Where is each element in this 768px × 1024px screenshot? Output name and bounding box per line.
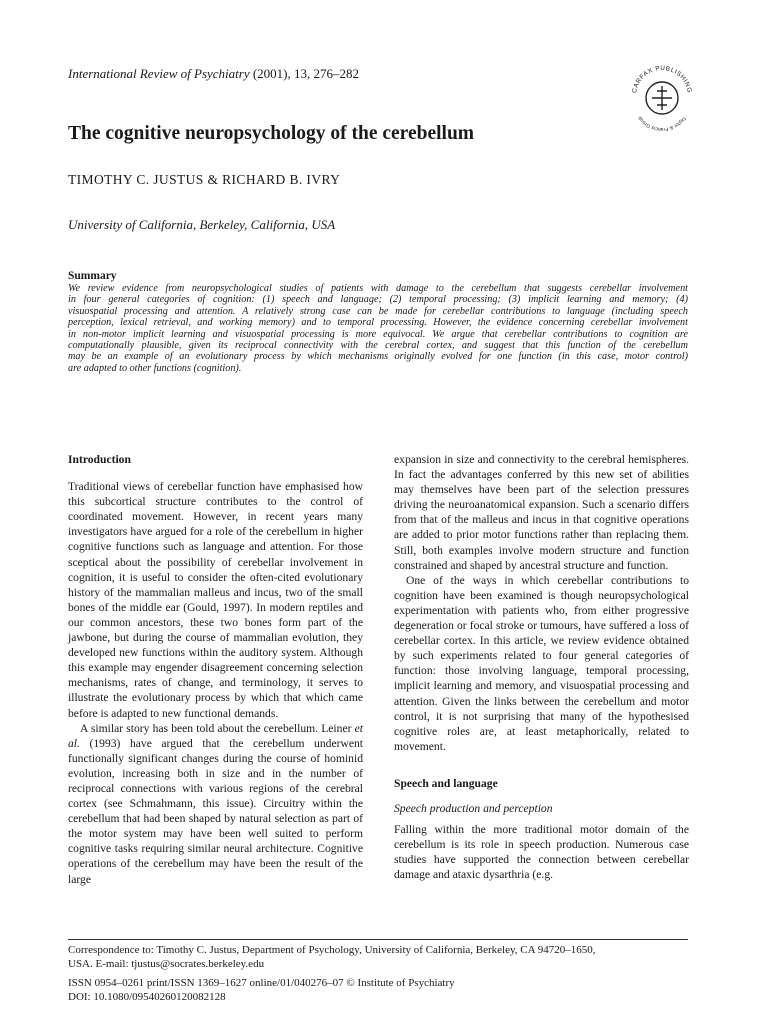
summary-text xyxy=(68,283,688,374)
doi-line: DOI: 10.1080/09540260120082128 xyxy=(68,990,226,1003)
summary-heading: Summary xyxy=(68,270,117,282)
body-paragraph: expansion in size and connectivity to the cerebral hemispheres. In fact the advantages conferred by this new set of abilities may themselves have been part of the selection pressures driving the neuroanatomical expansion. Such a scenario differs from that of the malleus and incus in that cognitive operations are added to prior motor functions rather than replacing them. Still, both examples involve modern structure and function constrained and shaped by ancestral structure and function. xyxy=(394,453,689,572)
summary-block xyxy=(68,270,688,374)
journal-citation xyxy=(68,66,359,82)
footer-divider xyxy=(68,939,688,940)
section-heading-speech-and-language: Speech and language xyxy=(394,776,498,790)
body-paragraph: A similar story has been told about the cerebellum. Leiner et al. (1993) have argued that the cerebellum underwent functionally significant changes during the course of hominid evolution, increasing both in size and in the number of reciprocal connections with various regions of the cerebral cortex (see Schmahmann, this issue). Circuitry within the cerebellum that had been shaped by natural selection as part of the motor system may have been well suited to perform cognitive tasks requiring similar neural architecture. Cognitive operations of the cerebellum may have been the result of the large xyxy=(68,721,363,886)
body-paragraph: Traditional views of cerebellar function have emphasised how this subcortical structure contributes to the control of coordinated movement. However, in recent years many investigators have argued for a role of the cerebellum in higher cognitive functions such as language and attention. For those sceptical about the possibility of cerebellar involvement in cognition, it is useful to consider the often-cited evolutionary history of the mammalian malleus and incus, two of the small bones of the middle ear (Gould, 1997). In modern reptiles and our common ancestors, these two bones form part of the jawbone, but during the course of mammalian evolution, they developed new functions within the auditory system. Although this example may engender disagreement concerning selection mechanisms, rates of change, and terminology, it serves to illustrate the evolutionary process by which that which came before is adapted to new functional demands. xyxy=(68,480,363,720)
summary-line: may be an example of an evolutionary process by which mechanisms originally evolved for one function (in this case, motor control) xyxy=(68,351,688,363)
publisher-logo-icon xyxy=(624,58,700,134)
summary-line: perception, lexical retrieval, and working memory) and to temporal processing. However, the evidence concerning cerebellar involvement xyxy=(68,317,688,329)
logo-bottom-text: Taylor & Francis Group xyxy=(636,115,688,133)
correspondence-email: USA. E-mail: tjustus@socrates.berkeley.edu xyxy=(68,957,265,970)
subsection-heading: Speech production and perception xyxy=(394,801,553,815)
article-title: The cognitive neuropsychology of the cerebellum xyxy=(68,123,475,144)
summary-line: visuospatial processing and attention. A relatively strong case can be made for cerebellar contributions to language (including speech xyxy=(68,305,688,317)
body-paragraph: Falling within the more traditional motor domain of the cerebellum is its role in speech production. Numerous case studies have supported the connection between cerebellar damage and ataxic dysarthria (e.g. xyxy=(394,823,689,882)
summary-line: in four general categories of cognition: (1) speech and language; (2) temporal processing; (3) implicit learning and memory; (4) xyxy=(68,294,688,306)
body-paragraph: One of the ways in which cerebellar contributions to cognition have been examined is though neuropsychological experimentation with patients who, from either progressive degeneration or focal stroke or tumours, have suffered a loss of cerebellar cortex. In this article, we review evidence obtained by such experiments related to four general categories of function: those involving language, temporal processing, implicit learning and memory, and visuospatial processing and attention. Given the links between the cerebellum and motor control, it is not surprising that many of the hypothesised cognitive roles are, at least metaphorically, related to movement. xyxy=(394,573,689,753)
svg-text:Taylor & Francis Group xyxy=(637,115,687,132)
summary-line: in non-motor implicit learning and visuospatial processing is more equivocal. We argue that cerebellar contributions to cognition are xyxy=(68,328,688,340)
section-heading-introduction: Introduction xyxy=(68,453,131,466)
left-column xyxy=(68,452,363,887)
citation-details: (2001), 13, 276–282 xyxy=(249,66,360,81)
summary-line: computationally plausible, given its reciprocal connectivity with the cerebral cortex, and suggest that this function of the cerebellum xyxy=(68,340,688,352)
issn-line: ISSN 0954–0261 print/ISSN 1369–1627 online/01/040276–07 © Institute of Psychiatry xyxy=(68,977,455,989)
summary-line: We review evidence from neuropsychological studies of patients with damage to the cerebellum that suggests cerebellar involvement xyxy=(68,283,688,294)
logo-top-text: CARFAX PUBLISHING xyxy=(631,64,693,94)
author-affiliation: University of California, Berkeley, California, USA xyxy=(68,217,336,232)
journal-name: International Review of Psychiatry xyxy=(68,66,250,81)
summary-line: are adapted to other functions (cognition). xyxy=(68,362,242,374)
right-column xyxy=(394,452,689,882)
article-authors: TIMOTHY C. JUSTUS & RICHARD B. IVRY xyxy=(68,172,341,187)
correspondence-line: Correspondence to: Timothy C. Justus, Department of Psychology, University of California, Berkeley, CA 94720–1650, xyxy=(68,944,596,956)
footer xyxy=(68,944,688,1004)
